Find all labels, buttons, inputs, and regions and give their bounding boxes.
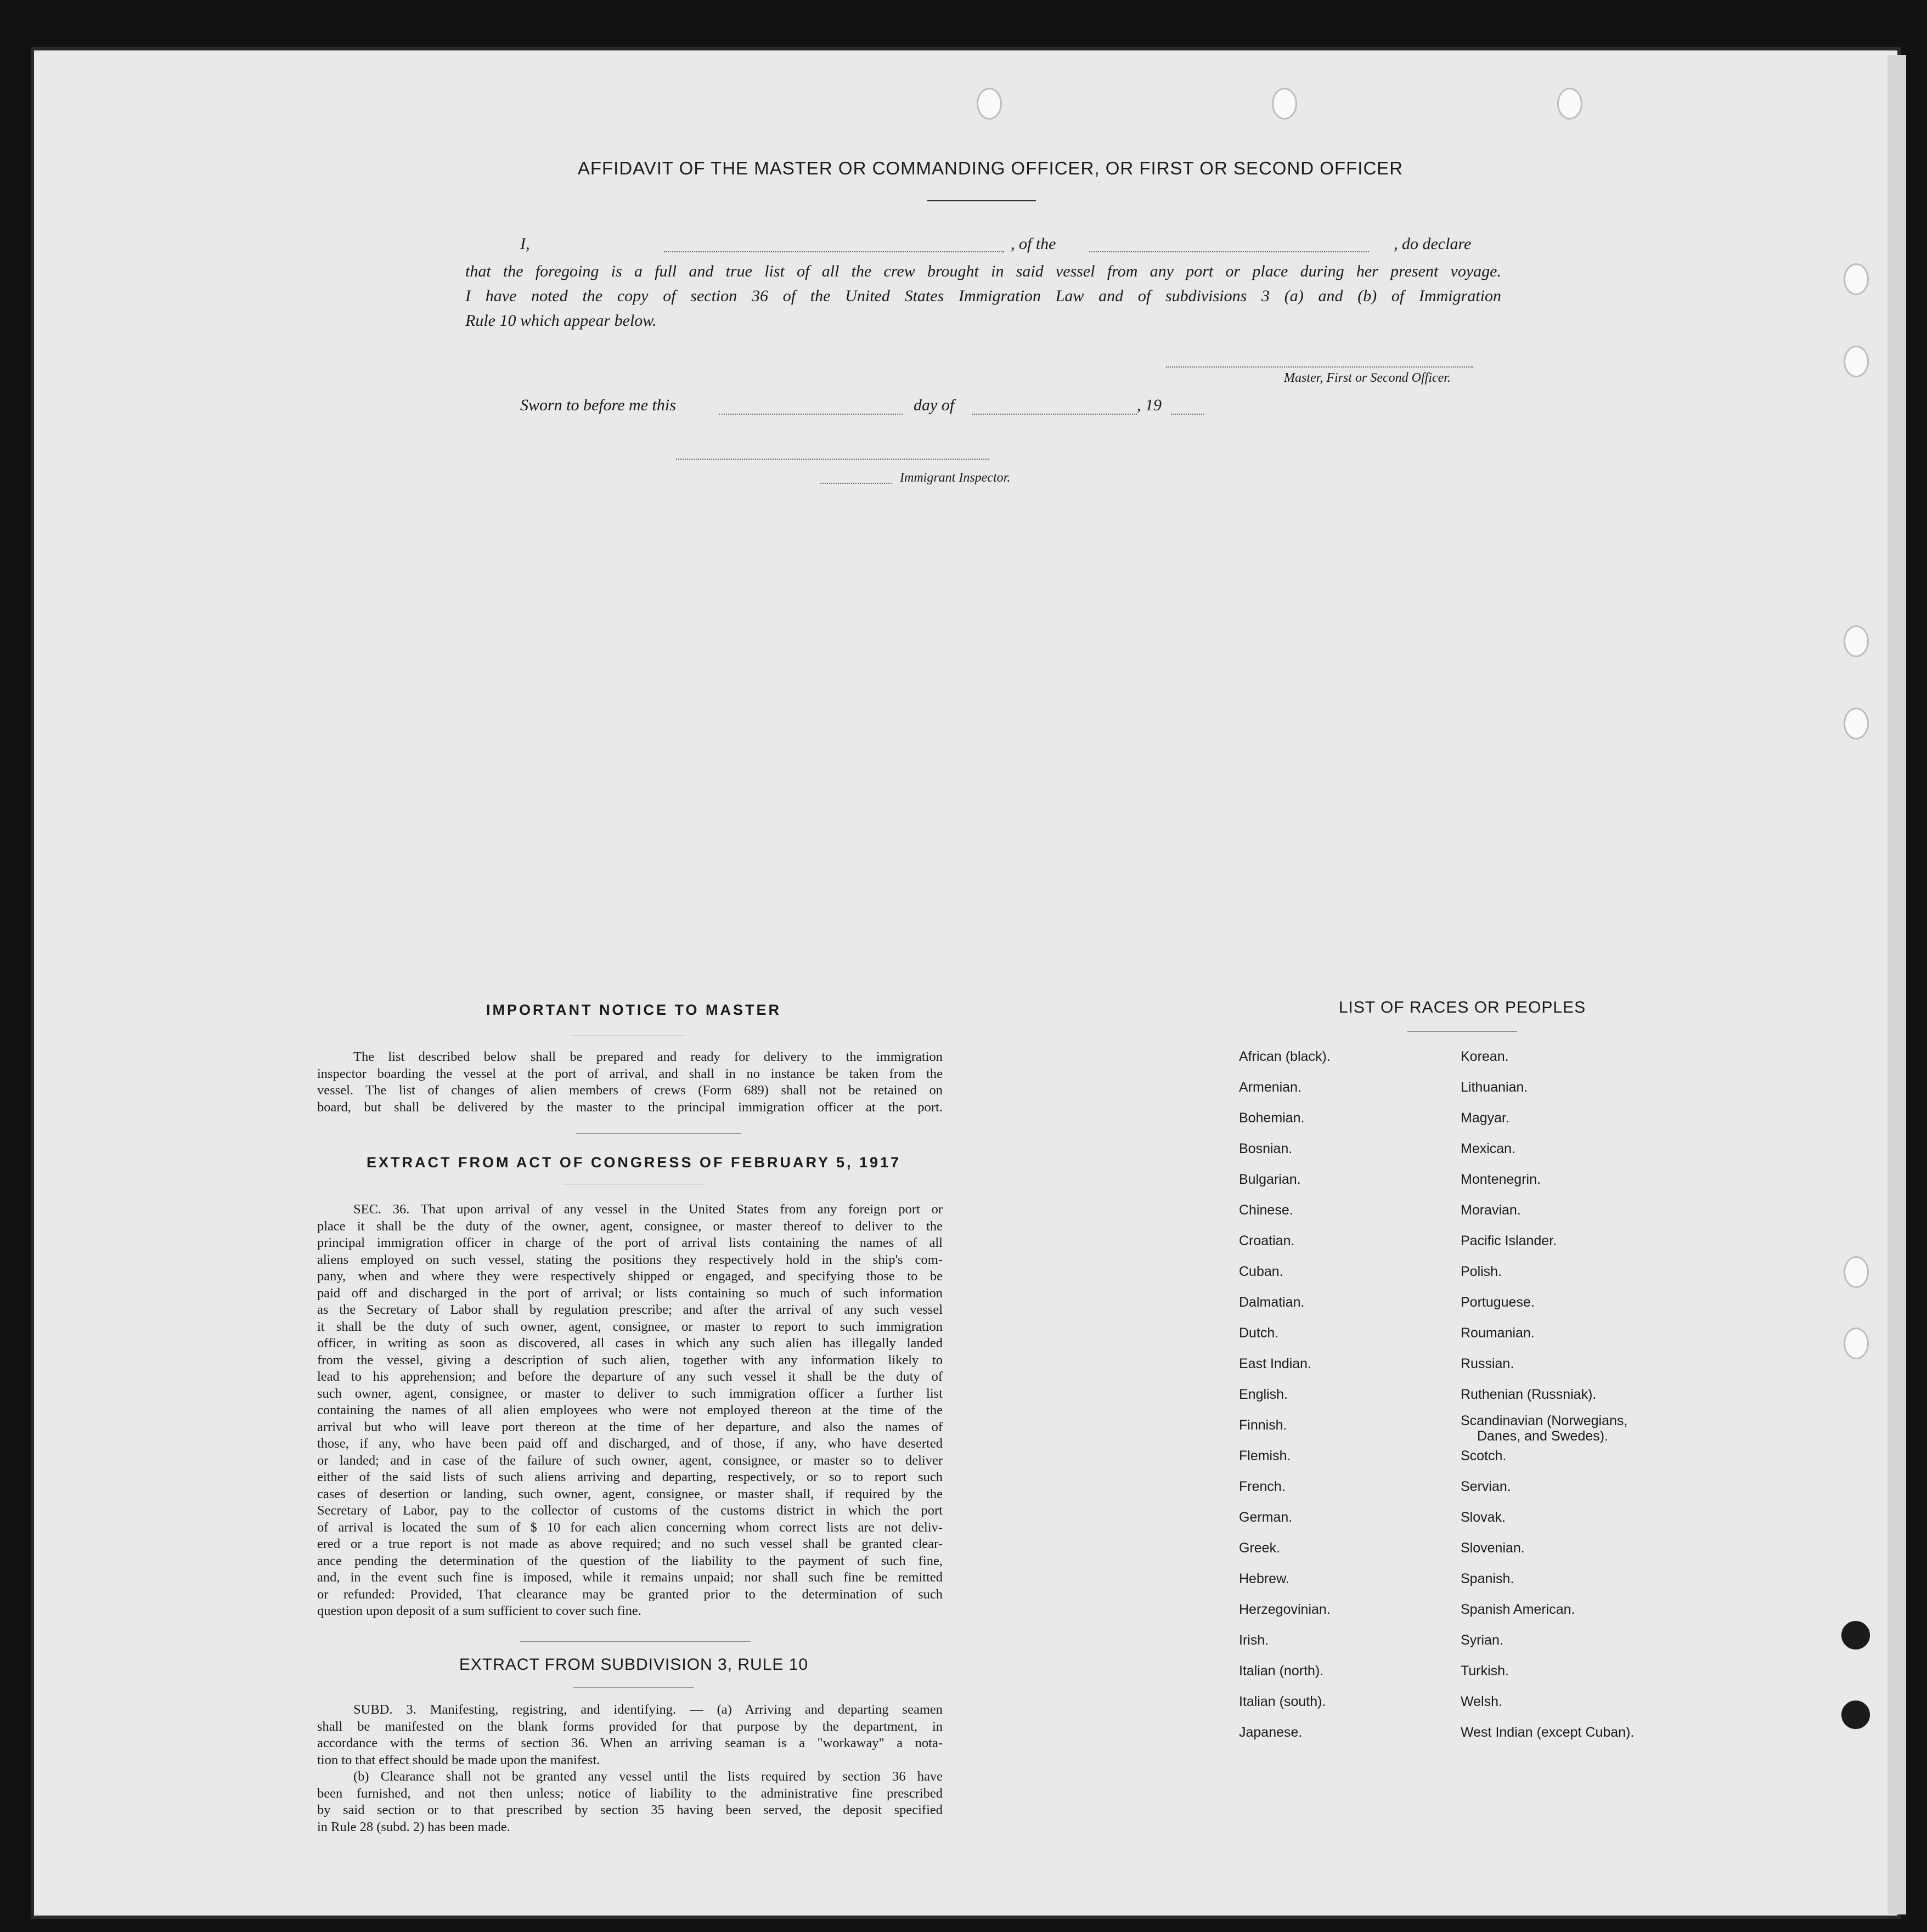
race-item: Scotch. (1461, 1448, 1507, 1464)
day-of-label: day of (914, 396, 955, 414)
punch-hole (1844, 1327, 1869, 1359)
race-item: Turkish. (1461, 1663, 1509, 1679)
race-item: African (black). (1239, 1049, 1331, 1064)
race-item: Servian. (1461, 1479, 1511, 1494)
punch-hole (1272, 88, 1297, 120)
race-item: Slovenian. (1461, 1540, 1525, 1556)
race-item: Finnish. (1239, 1417, 1287, 1433)
race-item: English. (1239, 1387, 1288, 1402)
inspector-signature-blank (676, 443, 989, 460)
year-blank (1171, 398, 1204, 415)
rule-text (317, 1702, 943, 1835)
act-line: arrival but who will leave port thereon at the time of her departure, and also the names of (317, 1419, 943, 1434)
rule-line: accordance with the terms of section 36. When an arriving seaman is a "workaway" a nota- (317, 1736, 943, 1750)
master-caption: Master, First or Second Officer. (1284, 371, 1451, 385)
race-item: Welsh. (1461, 1694, 1502, 1709)
vessel-blank (1089, 236, 1369, 252)
act-line: and, in the event such fine is imposed, while it remains unpaid; nor shall such fine be remitted (317, 1570, 943, 1585)
act-line: place it shall be the duty of the owner, agent, consignee, or master thereof to deliver to the (317, 1218, 943, 1234)
race-item: Dalmatian. (1239, 1295, 1305, 1310)
affidavit-line-1: that the foregoing is a full and true list of all the crew brought in said vessel from any port or place during her present voyage. (465, 262, 1501, 280)
act-line: either of the said lists of such aliens arriving and departing, respectively, or so to report such (317, 1470, 943, 1484)
act-line: ered or a true report is not made as above required; and no such vessel shall be granted clear- (317, 1536, 943, 1551)
race-item: Chinese. (1239, 1202, 1293, 1218)
rule-line: SUBD. 3. Manifesting, registring, and identifying. — (a) Arriving and departing seamen (353, 1702, 943, 1717)
name-blank (664, 236, 1004, 252)
race-item: German. (1239, 1510, 1293, 1525)
act-title: EXTRACT FROM ACT OF CONGRESS OF FEBRUARY 5, 1917 (366, 1154, 901, 1171)
rule-line: (b) Clearance shall not be granted any vessel until the lists required by section 36 have (353, 1769, 943, 1784)
race-item: Spanish American. (1461, 1602, 1575, 1617)
race-item: Montenegrin. (1461, 1172, 1541, 1187)
rule-line: shall be manifested on the blank forms provided for that purpose by the department, in (317, 1719, 943, 1734)
act-line: pany, when and where they were respectively shipped or engaged, and specifying those to be (317, 1269, 943, 1284)
inspector-signature-blank-2 (820, 467, 892, 484)
race-item: Bosnian. (1239, 1141, 1293, 1156)
act-line: or landed; and in case of the failure of such owner, agent, consignee, or master so to deliver (317, 1453, 943, 1468)
race-item: Russian. (1461, 1356, 1514, 1371)
rule-line: in Rule 28 (subd. 2) has been made. (317, 1819, 510, 1834)
year-label: , 19 (1137, 396, 1162, 414)
punch-hole (1841, 1701, 1870, 1729)
race-item: Italian (south). (1239, 1694, 1326, 1709)
act-line: such owner, agent, consignee, or master to deliver to such immigration officer a further list (317, 1386, 943, 1401)
rule-line: been furnished, and not then unless; notice of liability to the administrative fine prescribed (317, 1786, 943, 1801)
notice-end-rule (576, 1133, 741, 1134)
punch-hole (1557, 88, 1582, 120)
race-item: Ruthenian (Russniak). (1461, 1387, 1597, 1402)
affidavit-i-label: I, (520, 235, 530, 253)
races-rule (1407, 1031, 1517, 1032)
punch-hole (1841, 1621, 1870, 1649)
act-line: from the vessel, giving a description of such alien, together with any information likely to (317, 1352, 943, 1368)
race-item: Flemish. (1239, 1448, 1291, 1464)
race-item: Slovak. (1461, 1510, 1506, 1525)
punch-hole (1844, 1256, 1869, 1288)
race-item: Mexican. (1461, 1141, 1516, 1156)
race-item: Portuguese. (1461, 1295, 1535, 1310)
notice-line: board, but shall be delivered by the master to the principal immigration officer at the port. (317, 1099, 943, 1115)
punch-hole (1844, 263, 1869, 295)
act-line: question upon deposit of a sum sufficient to cover such fine. (317, 1603, 641, 1618)
act-line: cases of desertion or landing, such owner, agent, consignee, or master shall, if required by the (317, 1486, 943, 1501)
race-item: Armenian. (1239, 1080, 1301, 1095)
master-signature-blank (1166, 351, 1473, 368)
act-line: lead to his apprehension; and before the departure of any such vessel it shall be the duty of (317, 1369, 943, 1384)
race-item: Italian (north). (1239, 1663, 1324, 1679)
race-item: Hebrew. (1239, 1571, 1289, 1586)
punch-hole (1844, 346, 1869, 377)
punch-hole (1844, 708, 1869, 739)
act-line: of arrival is located the sum of $ 10 for each alien concerning whom correct lists are not deliv- (317, 1519, 943, 1535)
month-blank (972, 398, 1137, 415)
notice-line: inspector boarding the vessel at the port of arrival, and shall in no instance be taken from the (317, 1066, 943, 1081)
punch-hole (977, 88, 1002, 120)
race-item: Herzegovinian. (1239, 1602, 1331, 1617)
act-line: paid off and discharged in the port of arrival; or lists containing so much of such information (317, 1285, 943, 1301)
race-item: West Indian (except Cuban). (1461, 1725, 1635, 1740)
races-title: LIST OF RACES OR PEOPLES (1338, 998, 1586, 1016)
act-end-rule (520, 1641, 751, 1642)
title-rule (927, 200, 1036, 201)
notice-title: IMPORTANT NOTICE TO MASTER (486, 1002, 781, 1018)
race-item: Japanese. (1239, 1725, 1303, 1740)
rule-line: by said section or to that prescribed by section 35 having been served, the deposit specified (317, 1803, 943, 1817)
race-item: Greek. (1239, 1540, 1281, 1556)
affidavit-title: AFFIDAVIT OF THE MASTER OR COMMANDING OFFICER, OR FIRST OR SECOND OFFICER (577, 158, 1404, 178)
act-line: Secretary of Labor, pay to the collector of customs of the customs district in which the port (317, 1503, 943, 1518)
race-item: Spanish. (1461, 1571, 1514, 1586)
race-item: Polish. (1461, 1264, 1502, 1279)
race-item: Roumanian. (1461, 1325, 1535, 1341)
affidavit-line-2: I have noted the copy of section 36 of the United States Immigration Law and of subdivisions 3 (a) and (b) of Immigration (465, 287, 1501, 305)
race-item: Pacific Islander. (1461, 1233, 1557, 1249)
inspector-caption: Immigrant Inspector. (900, 471, 1011, 485)
act-text (317, 1201, 943, 1620)
act-line: officer, in writing as soon as discovered, all cases in which any such alien has illegally landed (317, 1336, 943, 1351)
race-item: Bohemian. (1239, 1110, 1305, 1126)
race-item: French. (1239, 1479, 1286, 1494)
act-line: principal immigration officer in charge of the port of arrival lists containing the names of all (317, 1235, 943, 1250)
race-item: Danes, and Swedes). (1477, 1428, 1609, 1444)
race-item: Bulgarian. (1239, 1172, 1301, 1187)
race-item: Croatian. (1239, 1233, 1295, 1249)
race-item: Scandinavian (Norwegians, (1461, 1413, 1628, 1428)
race-item: Magyar. (1461, 1110, 1509, 1126)
race-item: East Indian. (1239, 1356, 1312, 1371)
notice-line: vessel. The list of changes of alien members of crews (Form 689) shall not be retained on (317, 1083, 943, 1098)
act-line: aliens employed on such vessel, stating the positions they respectively hold in the ship's com- (317, 1252, 943, 1267)
page-edge (1887, 55, 1906, 1914)
race-item: Korean. (1461, 1049, 1509, 1064)
rule-rule (573, 1687, 694, 1688)
race-item: Lithuanian. (1461, 1080, 1528, 1095)
affidavit-of-the: , of the (1011, 235, 1056, 253)
race-item: Cuban. (1239, 1264, 1283, 1279)
act-line: ance pending the determination of the question of the liability to the payment of such fine, (317, 1553, 943, 1568)
notice-text (317, 1049, 943, 1116)
act-line: it shall be the duty of such owner, agent, consignee, or master to report to such immigration (317, 1319, 943, 1334)
punch-hole (1844, 625, 1869, 657)
race-item: Syrian. (1461, 1632, 1503, 1648)
notice-line: The list described below shall be prepared and ready for delivery to the immigration (353, 1049, 943, 1064)
race-item: Moravian. (1461, 1202, 1521, 1218)
affidavit-line-3: Rule 10 which appear below. (465, 312, 657, 330)
sworn-label: Sworn to before me this (520, 396, 676, 414)
act-line: as the Secretary of Labor shall by regulation prescribe; and after the arrival of any such vessel (317, 1302, 943, 1317)
race-item: Dutch. (1239, 1325, 1279, 1341)
act-line: containing the names of all alien employees who were not employed thereon at the time of the (317, 1403, 943, 1417)
rule-title: EXTRACT FROM SUBDIVISION 3, RULE 10 (459, 1656, 809, 1674)
sworn-day-blank (719, 398, 903, 415)
rule-line: tion to that effect should be made upon the manifest. (317, 1752, 600, 1767)
affidavit-do-declare: , do declare (1394, 235, 1472, 253)
act-line: or refunded: Provided, That clearance may be granted prior to the determination of such (317, 1586, 943, 1602)
act-line: those, if any, who have been paid off and discharged, and of those, if any, who have deserted (317, 1436, 943, 1451)
race-item: Irish. (1239, 1632, 1269, 1648)
act-line: SEC. 36. That upon arrival of any vessel in the United States from any foreign port or (353, 1202, 943, 1217)
